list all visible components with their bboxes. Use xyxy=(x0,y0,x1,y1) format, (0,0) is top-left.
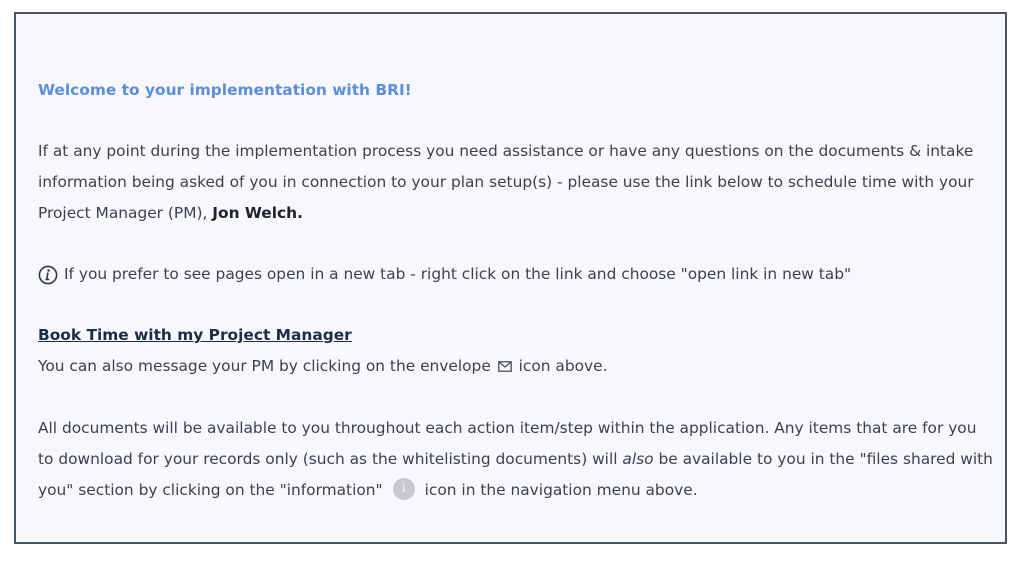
implementation-welcome-panel xyxy=(14,12,1007,544)
new-tab-tip xyxy=(38,259,993,290)
panel-content xyxy=(38,75,993,506)
information-icon xyxy=(393,478,415,500)
envelope-icon xyxy=(498,352,512,383)
intro-text: If at any point during the implementation process you need assistance or have any questions on the documents & intake information being asked of you in connection to your plan setup(s) - please use the link below to schedule time with your Project Manager (PM), xyxy=(38,142,974,222)
welcome-heading: Welcome to your implementation with BRI! xyxy=(38,81,412,99)
documents-text-1: All documents will be available to you throughout each action item/step within the application. Any items that are for you to download for your records only (such as the whitelisting documents) will xyxy=(38,419,977,468)
book-time-link[interactable]: Book Time with my Project Manager xyxy=(38,326,352,344)
project-manager-name: Jon Welch. xyxy=(212,204,303,222)
spacer xyxy=(38,290,993,320)
documents-paragraph xyxy=(38,413,993,506)
message-note-before: You can also message your PM by clicking on the envelope xyxy=(38,357,491,375)
new-tab-tip-text: If you prefer to see pages open in a new tab - right click on the link and choose "open link in new tab" xyxy=(64,265,852,283)
message-note-after: icon above. xyxy=(518,357,608,375)
info-circle-icon xyxy=(38,265,58,285)
documents-text-3: icon in the navigation menu above. xyxy=(424,481,698,499)
documents-text-2: be available to you in the "files shared with you" section by clicking on the "information" xyxy=(38,450,993,499)
message-note xyxy=(38,351,993,383)
spacer xyxy=(38,383,993,413)
spacer xyxy=(38,106,993,136)
documents-emphasis: also xyxy=(622,450,654,468)
book-time-row xyxy=(38,320,993,351)
intro-paragraph xyxy=(38,136,993,229)
spacer xyxy=(38,229,993,259)
